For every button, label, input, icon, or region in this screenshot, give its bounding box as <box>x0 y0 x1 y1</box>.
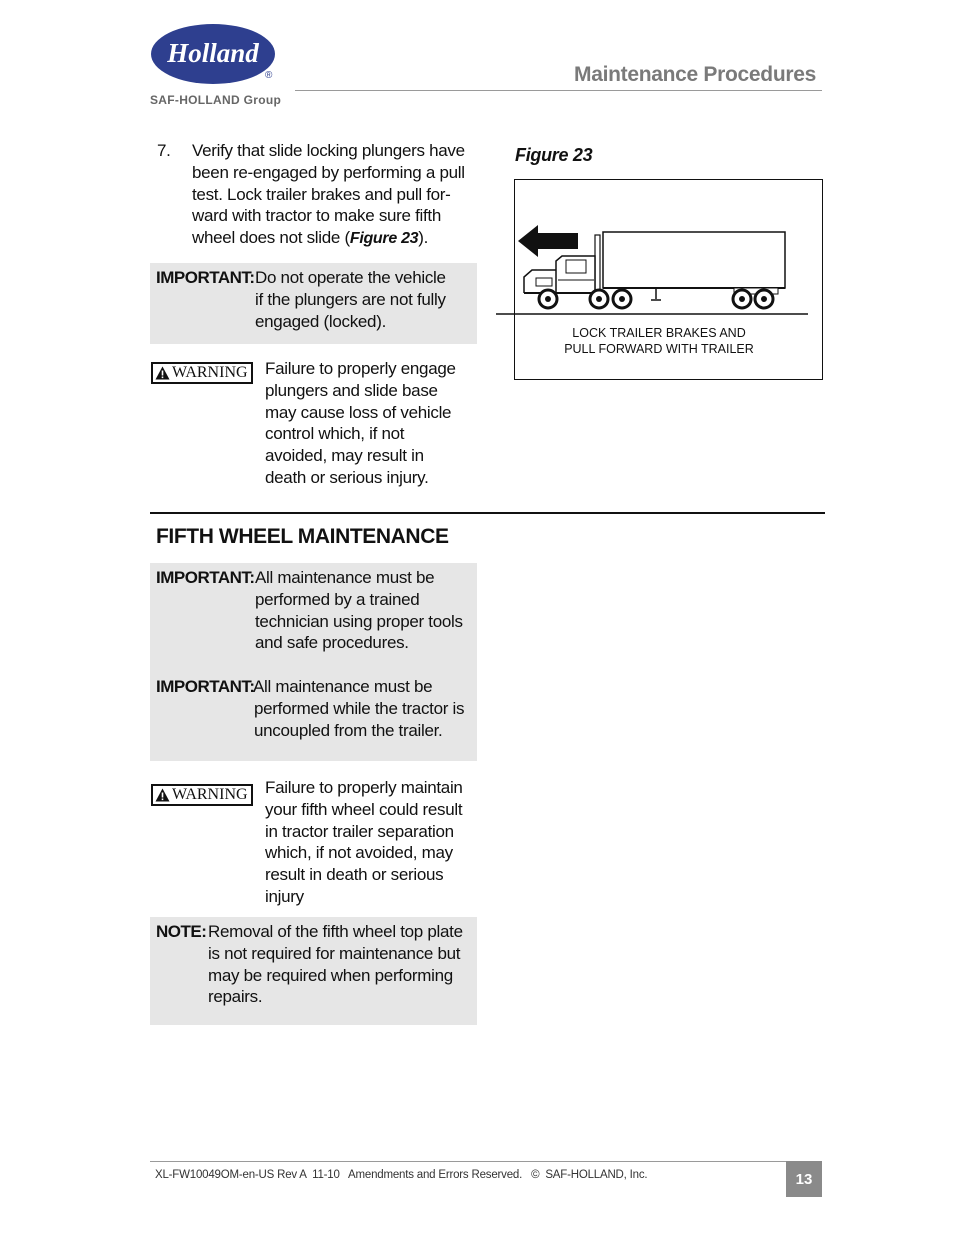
group-text: SAF-HOLLAND Group <box>150 93 282 107</box>
section-heading: FIFTH WHEEL MAINTENANCE <box>156 525 449 548</box>
figure-caption <box>515 325 803 357</box>
warning-line: result in death or serious <box>265 865 444 885</box>
warning-triangle-icon <box>155 366 170 380</box>
note-label: NOTE: <box>156 922 207 941</box>
step-line-suffix: ). <box>418 228 429 248</box>
section-rule <box>150 512 825 514</box>
direction-arrow-icon <box>518 225 578 257</box>
important-line: Do not operate the vehicle <box>255 268 446 287</box>
warning-line: may cause loss of vehicle <box>265 402 452 422</box>
important-line: performed while the tractor is <box>254 698 465 718</box>
important-label: IMPORTANT: <box>156 568 255 587</box>
logo-wordmark: Holland <box>167 38 259 68</box>
important-label: IMPORTANT: <box>156 677 255 696</box>
footer-rule <box>150 1161 786 1162</box>
warning-line: control which, if not <box>265 424 405 444</box>
warning-badge <box>151 784 253 806</box>
note-line: may be required when performing <box>208 965 453 985</box>
warning-line: your fifth wheel could result <box>265 799 463 819</box>
note-text <box>208 921 476 1008</box>
important-line: performed by a trained <box>255 589 420 609</box>
important-line: engaged (locked). <box>255 311 386 331</box>
step-line-prefix: wheel does not slide ( <box>192 228 350 248</box>
caption-line: PULL FORWARD WITH TRAILER <box>564 342 754 356</box>
caption-line: LOCK TRAILER BRAKES AND <box>572 326 746 340</box>
section-title: Maintenance Procedures <box>574 63 816 86</box>
important-line: and safe procedures. <box>255 633 409 653</box>
important-line: technician using proper tools <box>255 611 463 631</box>
note-line: repairs. <box>208 987 263 1007</box>
holland-logo <box>150 23 278 85</box>
warning-badge-label: WARNING <box>172 364 248 381</box>
step-line: test. Lock trailer brakes and pull for- <box>192 184 451 204</box>
warning-badge <box>151 362 253 384</box>
warning-triangle-icon <box>155 788 170 802</box>
warning-line: Failure to properly engage <box>265 359 456 378</box>
warning-line: death or serious injury. <box>265 467 429 487</box>
important-label: IMPORTANT: <box>156 268 255 287</box>
important-line: uncoupled from the trailer. <box>254 720 443 740</box>
important-line: All maintenance must be <box>255 568 435 587</box>
warning-line: in tractor trailer separation <box>265 821 454 841</box>
registered-mark: ® <box>265 70 273 81</box>
step-7-text <box>192 140 482 250</box>
warning-line: plungers and slide base <box>265 380 438 400</box>
warning-badge-label: WARNING <box>172 786 248 803</box>
page-number: 13 <box>795 1170 813 1188</box>
important-line: All maintenance must be <box>253 677 433 696</box>
important-line: if the plungers are not fully <box>255 289 446 309</box>
important-text <box>255 567 475 654</box>
step-line: Verify that slide locking plungers have <box>192 141 465 160</box>
note-line: Removal of the fifth wheel top plate <box>208 922 463 941</box>
step-line: been re-engaged by performing a pull <box>192 162 465 182</box>
step-line: ward with tractor to make sure fifth <box>192 206 442 226</box>
step-number: 7. <box>157 141 171 160</box>
important-text <box>253 676 475 741</box>
warning-line: avoided, may result in <box>265 446 424 466</box>
warning-line: Failure to properly maintain <box>265 778 463 797</box>
warning-text <box>265 777 480 908</box>
warning-text <box>265 358 480 489</box>
footer-text: XL-FW10049OM-en-US Rev A 11-10 Amendments and Errors Reserved. © SAF-HOLLAND, Inc. <box>155 1169 648 1181</box>
figure-title: Figure 23 <box>515 145 593 165</box>
warning-line: injury <box>265 886 304 906</box>
warning-line: which, if not avoided, may <box>265 843 453 863</box>
note-line: is not required for maintenance but <box>208 943 461 963</box>
figure-reference: Figure 23 <box>349 230 419 248</box>
page-number-tab <box>786 1161 822 1197</box>
truck-illustration <box>496 225 808 317</box>
header-rule <box>295 90 822 91</box>
important-text <box>255 267 475 332</box>
step-line <box>192 227 482 250</box>
